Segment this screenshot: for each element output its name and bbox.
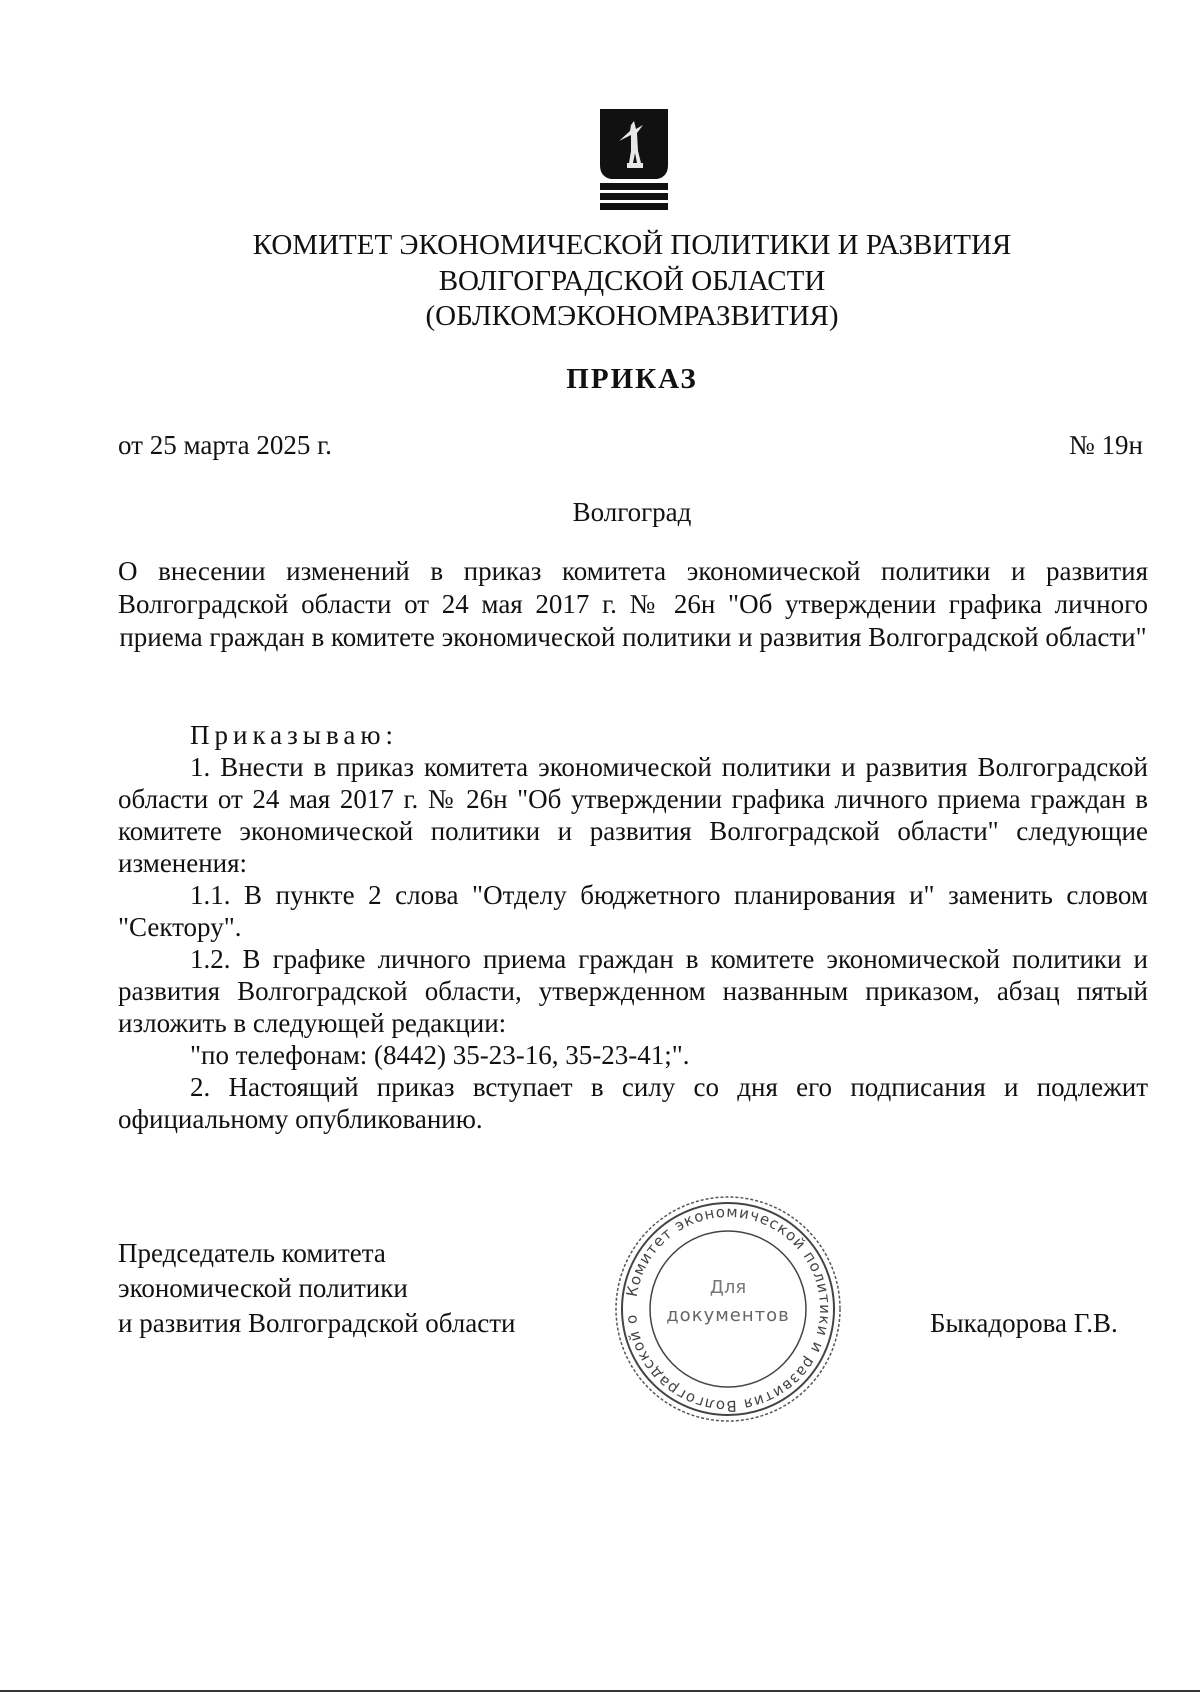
order-word: Приказываю: (190, 720, 398, 750)
paragraph-1-2: 1.2. В графике личного приема граждан в комитете экономической политики и развития Волгоградской области, утвержденном названным приказом, абзац пятый изложить в следующей редакции: (118, 944, 1148, 1038)
paragraph-1-2-quote: "по телефонам: (8442) 35-23-16, 35-23-41;". (190, 1040, 690, 1070)
signer-position-line-3: и развития Волгоградской области (118, 1308, 516, 1338)
document-body (118, 719, 1148, 1135)
org-name-line-1: КОМИТЕТ ЭКОНОМИЧЕСКОЙ ПОЛИТИКИ И РАЗВИТИЯ (252, 229, 1012, 261)
stamp-center-line-1: Для (709, 1277, 747, 1298)
official-stamp (612, 1193, 844, 1425)
signer-name: Быкадорова Г.В. (930, 1308, 1118, 1338)
signer-position-line-1: Председатель комитета (118, 1238, 386, 1268)
paragraph-1: 1. Внести в приказ комитета экономической политики и развития Волгоградской области от 24 мая 2017 г. № 26н "Об утверждении графика личного приема граждан в комитете экономической политики и развития Волгоградской области" следующие изменения: (118, 752, 1148, 878)
org-name-line-2: ВОЛГОГРАДСКОЙ ОБЛАСТИ (438, 265, 826, 297)
paragraph-1-1: 1.1. В пункте 2 слова "Отделу бюджетного планирования и" заменить словом "Сектору". (118, 880, 1148, 942)
document-title: О внесении изменений в приказ комитета экономической политики и развития Волгоградской области от 24 мая 2017 г. № 26н "Об утверждении графика личного приема граждан в комитете экономической политики и развития Волгоградской области" (118, 556, 1148, 652)
org-name-line-3: (ОБЛКОМЭКОНОМРАЗВИТИЯ) (425, 300, 839, 332)
stamp-seal-icon (612, 1193, 844, 1425)
document-city: Волгоград (572, 497, 692, 527)
document-number: № 19н (1069, 430, 1143, 460)
page-bottom-border (0, 1690, 1200, 1692)
stamp-center-line-2: документов (666, 1305, 790, 1326)
coat-of-arms-icon (597, 107, 671, 211)
signer-position (118, 1236, 515, 1341)
paragraph-2: 2. Настоящий приказ вступает в силу со дня его подписания и подлежит официальному опубликованию. (118, 1072, 1148, 1134)
stamp-ring-text: Комитет экономической политики и развития Волгоградской о (622, 1202, 835, 1416)
signer-position-line-2: экономической политики (118, 1273, 408, 1303)
document-date: от 25 марта 2025 г. (118, 430, 332, 460)
document-type: ПРИКАЗ (566, 363, 698, 395)
